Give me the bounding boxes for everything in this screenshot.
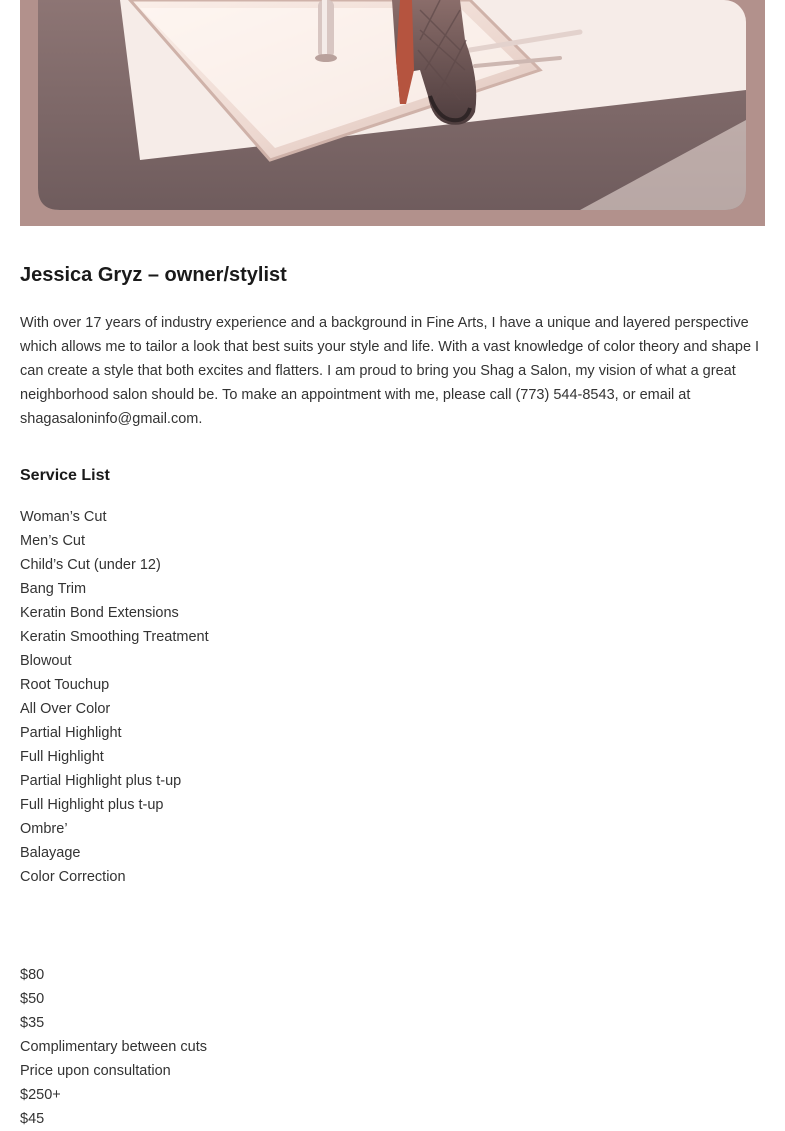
service-item: Bang Trim <box>20 581 87 597</box>
service-item: Partial Highlight plus t-up <box>20 773 182 789</box>
bio-end: . <box>198 411 203 427</box>
price-item: Complimentary between cuts <box>20 1039 207 1055</box>
price-item: $80 <box>20 967 45 983</box>
hero-image <box>20 0 765 226</box>
price-list <box>20 963 207 1131</box>
service-item: Men’s Cut <box>20 533 86 549</box>
price-item: $250+ <box>20 1087 61 1103</box>
stylist-heading: Jessica Gryz – owner/stylist <box>20 264 287 286</box>
service-item: Keratin Smoothing Treatment <box>20 629 209 645</box>
service-item: Root Touchup <box>20 677 110 693</box>
bio-text: With over 17 years of industry experience and a background in Fine Arts, I have a unique and layered perspective which allows me to tailor a look that best suits your style and life. With a vast knowledge of color theory and shape I can create a style that both excites and flatters. I am proud to bring you Shag a Salon, my vision of what a great neighborhood salon should be. To make an appointment with me, please call (773) 544-8543, or email at <box>20 315 760 403</box>
service-item: Color Correction <box>20 869 126 885</box>
price-item: Price upon consultation <box>20 1063 171 1079</box>
service-item: Keratin Bond Extensions <box>20 605 179 621</box>
service-list-heading: Service List <box>20 467 110 484</box>
price-item: $45 <box>20 1111 45 1127</box>
stylist-bio <box>20 311 765 431</box>
service-item: Blowout <box>20 653 72 669</box>
service-item: Woman’s Cut <box>20 509 107 525</box>
service-list <box>20 505 209 889</box>
email-link[interactable]: shagasaloninfo@gmail.com <box>20 411 199 427</box>
service-item: All Over Color <box>20 701 111 717</box>
service-item: Full Highlight <box>20 749 104 765</box>
service-item: Ombre’ <box>20 821 68 837</box>
service-item: Full Highlight plus t-up <box>20 797 164 813</box>
service-item: Partial Highlight <box>20 725 122 741</box>
price-item: $50 <box>20 991 45 1007</box>
price-item: $35 <box>20 1015 45 1031</box>
salon-sink-photo <box>20 0 765 226</box>
service-item: Balayage <box>20 845 81 861</box>
service-item: Child’s Cut (under 12) <box>20 557 161 573</box>
